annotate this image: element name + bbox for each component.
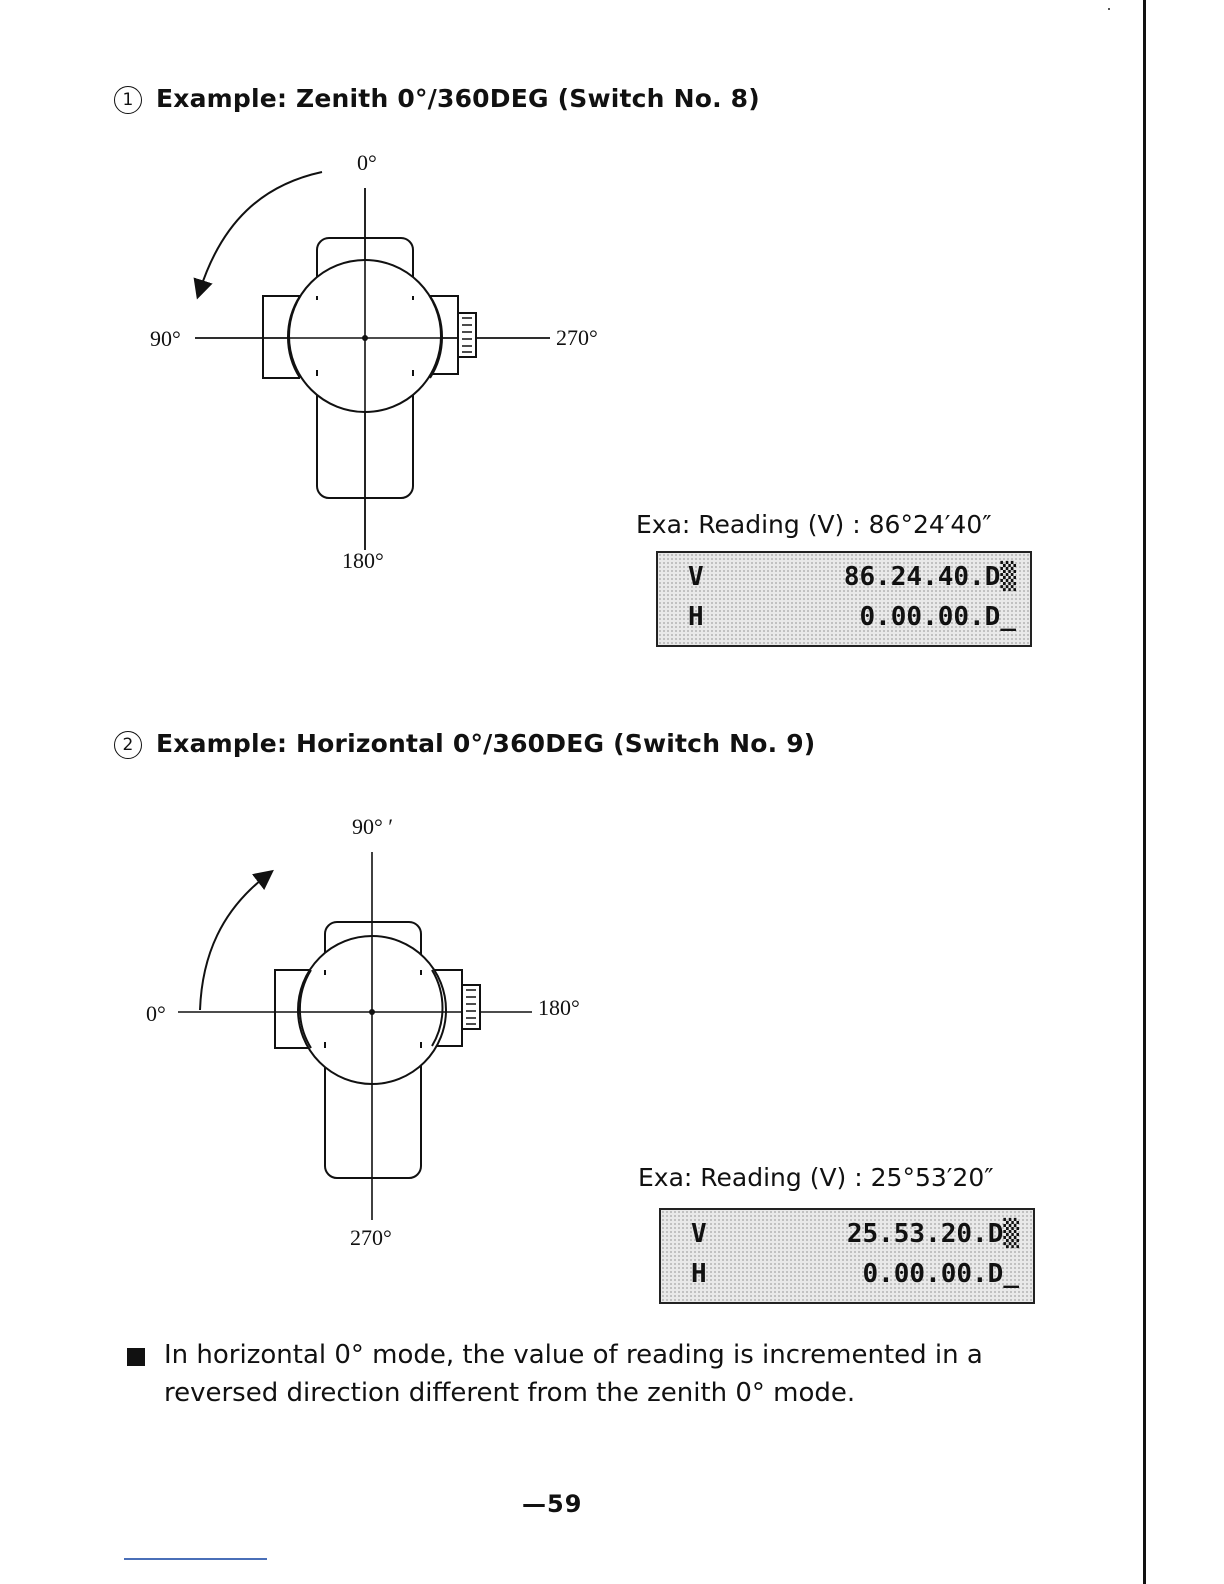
note-text — [164, 1336, 1064, 1412]
section-1-heading — [114, 84, 760, 114]
horizontal-label-bottom: 270° — [350, 1225, 392, 1250]
zenith-label-left: 90° — [150, 326, 181, 351]
zenith-label-bottom: 180° — [342, 548, 384, 573]
section-1-caption: Exa: Reading (V) : 86°24′40″ — [636, 510, 992, 539]
page-edge — [1143, 0, 1146, 1584]
note-line-2: reversed direction different from the zenith 0° mode. — [164, 1378, 856, 1408]
lcd-value-h: 0.00.00.D_ — [862, 1259, 1019, 1289]
lcd-label-v: V — [688, 562, 704, 592]
lcd-display-2 — [659, 1208, 1035, 1304]
section-2-caption: Exa: Reading (V) : 25°53′20″ — [638, 1163, 994, 1192]
section-2-number: 2 — [114, 731, 142, 759]
lcd-display-1 — [656, 551, 1032, 647]
lcd-value-v: 86.24.40.D▒ — [843, 562, 1016, 592]
zenith-diagram — [140, 140, 620, 590]
horizontal-label-top: 90° ′ — [352, 814, 394, 839]
lcd-row-h — [680, 597, 1020, 637]
instrument-knob — [458, 313, 476, 357]
horizontal-label-left: 0° — [146, 1001, 166, 1026]
rotation-arrow — [200, 172, 322, 290]
edge-speck — [1108, 8, 1110, 10]
horizontal-diagram — [140, 840, 620, 1220]
section-2-title: Example: Horizontal 0°/360DEG (Switch No. 9) — [156, 729, 816, 758]
lcd-label-h: H — [691, 1259, 707, 1289]
note-line-1: In horizontal 0° mode, the value of reading is incremented in a — [164, 1340, 983, 1370]
section-2-heading — [114, 729, 815, 759]
section-1-number: 1 — [114, 86, 142, 114]
lcd-row-v — [680, 557, 1020, 597]
lcd-row-h — [683, 1254, 1023, 1294]
lcd-value-h: 0.00.00.D_ — [859, 602, 1016, 632]
note-bullet-icon — [127, 1348, 145, 1366]
lcd-label-v: V — [691, 1219, 707, 1249]
lcd-value-v: 25.53.20.D▒ — [846, 1219, 1019, 1249]
instrument-knob — [462, 985, 480, 1029]
rotation-arrow-ccw — [200, 876, 266, 1010]
section-1-title: Example: Zenith 0°/360DEG (Switch No. 8) — [156, 84, 760, 113]
page-number: —59 — [522, 1490, 583, 1518]
footer-rule — [124, 1558, 267, 1560]
zenith-label-right: 270° — [556, 325, 598, 350]
horizontal-label-right: 180° — [538, 995, 580, 1020]
lcd-label-h: H — [688, 602, 704, 632]
zenith-label-top: 0° — [357, 150, 377, 175]
lcd-row-v — [683, 1214, 1023, 1254]
